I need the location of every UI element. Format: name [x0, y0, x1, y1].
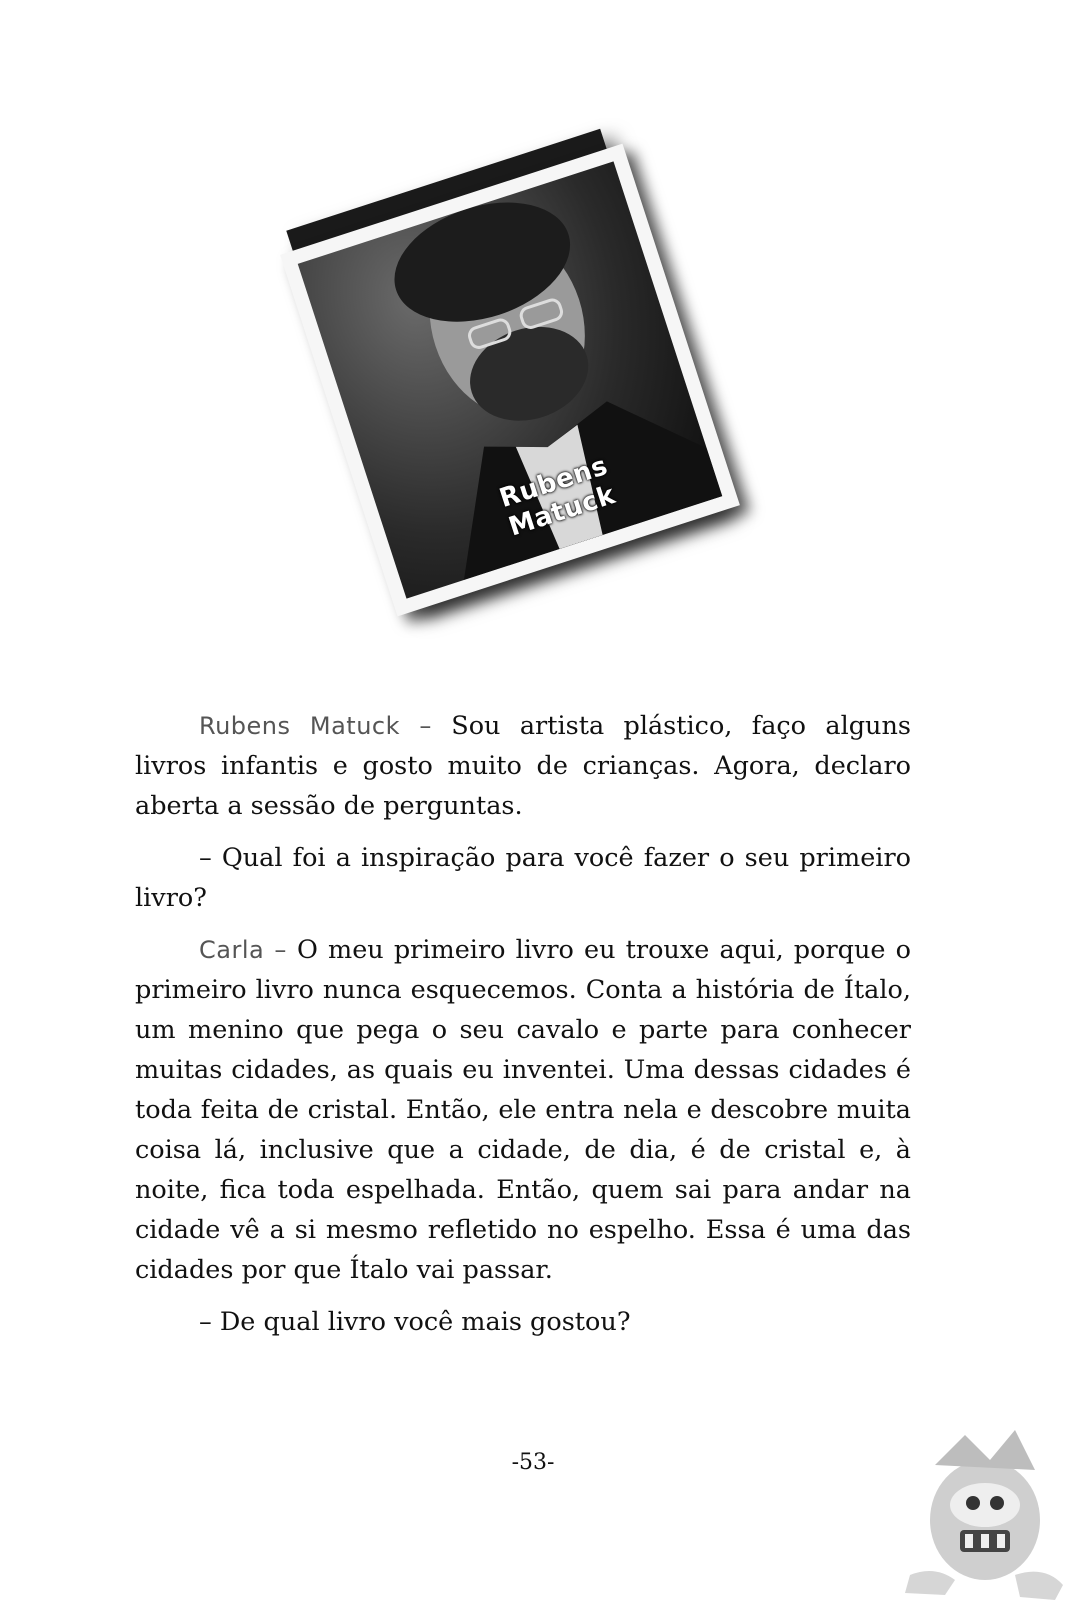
paragraph-text: – Qual foi a inspiração para você fazer o seu primeiro livro? [135, 843, 911, 913]
paragraph [135, 930, 911, 1290]
paragraph-text: – De qual livro você mais gostou? [199, 1307, 631, 1337]
paragraph [135, 1302, 911, 1342]
speaker-name: Rubens Matuck – [199, 712, 432, 740]
paragraph [135, 838, 911, 918]
mascot-illustration [895, 1425, 1066, 1600]
speaker-name: Carla – [199, 936, 287, 964]
paragraph [135, 706, 911, 826]
body-text [135, 706, 911, 1354]
page-number: -53- [511, 1450, 555, 1475]
paragraph-text: Sou artista plástico, faço alguns livros infantis e gosto muito de crianças. Agora, declaro aberta a sessão de perguntas. [135, 711, 911, 821]
author-photo [300, 150, 780, 670]
paragraph-text: O meu primeiro livro eu trouxe aqui, porque o primeiro livro nunca esquecemos. Conta a história de Ítalo, um menino que pega o seu cavalo e parte para conhecer muitas cidades, as quais eu inventei. Uma dessas cidades é toda feita de cristal. Então, ele entra nela e descobre muita coisa lá, inclusive que a cidade, de dia, é de cristal e, à noite, fica toda espelhada. Então, quem sai para andar na cidade vê a si mesmo refletido no espelho. Essa é uma das cidades por que Ítalo vai passar. [135, 935, 911, 1285]
photo-caption: Rubens Matuck [495, 450, 620, 543]
